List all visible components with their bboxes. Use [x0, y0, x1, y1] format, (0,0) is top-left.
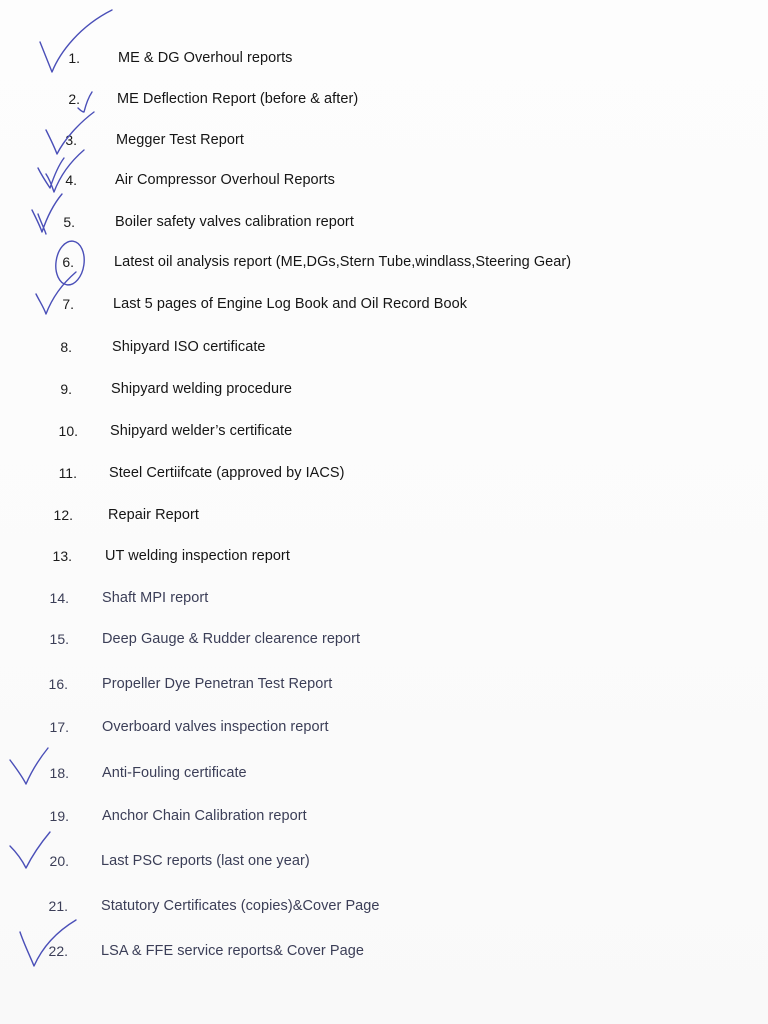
item-label: Anti-Fouling certificate — [102, 765, 247, 781]
item-label: Deep Gauge & Rudder clearence report — [102, 631, 361, 647]
item-label: Shipyard ISO certificate — [112, 339, 266, 355]
item-number: 8. — [60, 339, 72, 355]
item-number: 17. — [49, 719, 69, 735]
item-label: Last 5 pages of Engine Log Book and Oil Record Book — [113, 296, 468, 312]
item-number: 5. — [63, 214, 75, 230]
item-number: 14. — [49, 590, 69, 606]
item-number: 13. — [52, 548, 72, 564]
item-number: 20. — [49, 853, 69, 869]
item-label: Shipyard welder’s certificate — [110, 423, 293, 439]
item-number: 15. — [49, 631, 69, 647]
item-label: Megger Test Report — [116, 132, 244, 148]
item-number: 1. — [68, 50, 80, 66]
item-label: UT welding inspection report — [105, 548, 290, 564]
item-number: 6. — [62, 254, 74, 270]
item-label: Anchor Chain Calibration report — [102, 808, 307, 824]
item-label: Repair Report — [108, 507, 199, 523]
item-label: ME & DG Overhoul reports — [118, 50, 293, 66]
item-number: 2. — [68, 91, 80, 107]
item-label: Last PSC reports (last one year) — [101, 853, 310, 869]
item-number: 18. — [49, 765, 69, 781]
item-number: 22. — [48, 943, 68, 959]
item-number: 21. — [48, 898, 68, 914]
item-label: Latest oil analysis report (ME,DGs,Stern Tube,windlass,Steering Gear) — [114, 254, 572, 270]
item-number: 9. — [60, 381, 72, 397]
item-label: ME Deflection Report (before & after) — [117, 91, 359, 107]
item-label: Statutory Certificates (copies)&Cover Page — [101, 898, 380, 914]
item-number: 3. — [65, 132, 77, 148]
item-number: 4. — [65, 172, 77, 188]
item-number: 19. — [49, 808, 69, 824]
item-label: LSA & FFE service reports& Cover Page — [101, 943, 364, 959]
item-label: Steel Certiifcate (approved by IACS) — [109, 465, 345, 481]
item-label: Overboard valves inspection report — [102, 719, 329, 735]
item-number: 7. — [62, 296, 74, 312]
item-label: Shipyard welding procedure — [111, 381, 293, 397]
item-label: Air Compressor Overhoul Reports — [115, 172, 335, 188]
item-number: 10. — [58, 423, 78, 439]
item-number: 12. — [53, 507, 73, 523]
item-label: Boiler safety valves calibration report — [115, 214, 354, 230]
check-mark-icon — [78, 92, 92, 112]
item-label: Shaft MPI report — [102, 590, 209, 606]
item-label: Propeller Dye Penetran Test Report — [102, 676, 333, 692]
item-number: 16. — [48, 676, 68, 692]
item-number: 11. — [58, 465, 77, 481]
